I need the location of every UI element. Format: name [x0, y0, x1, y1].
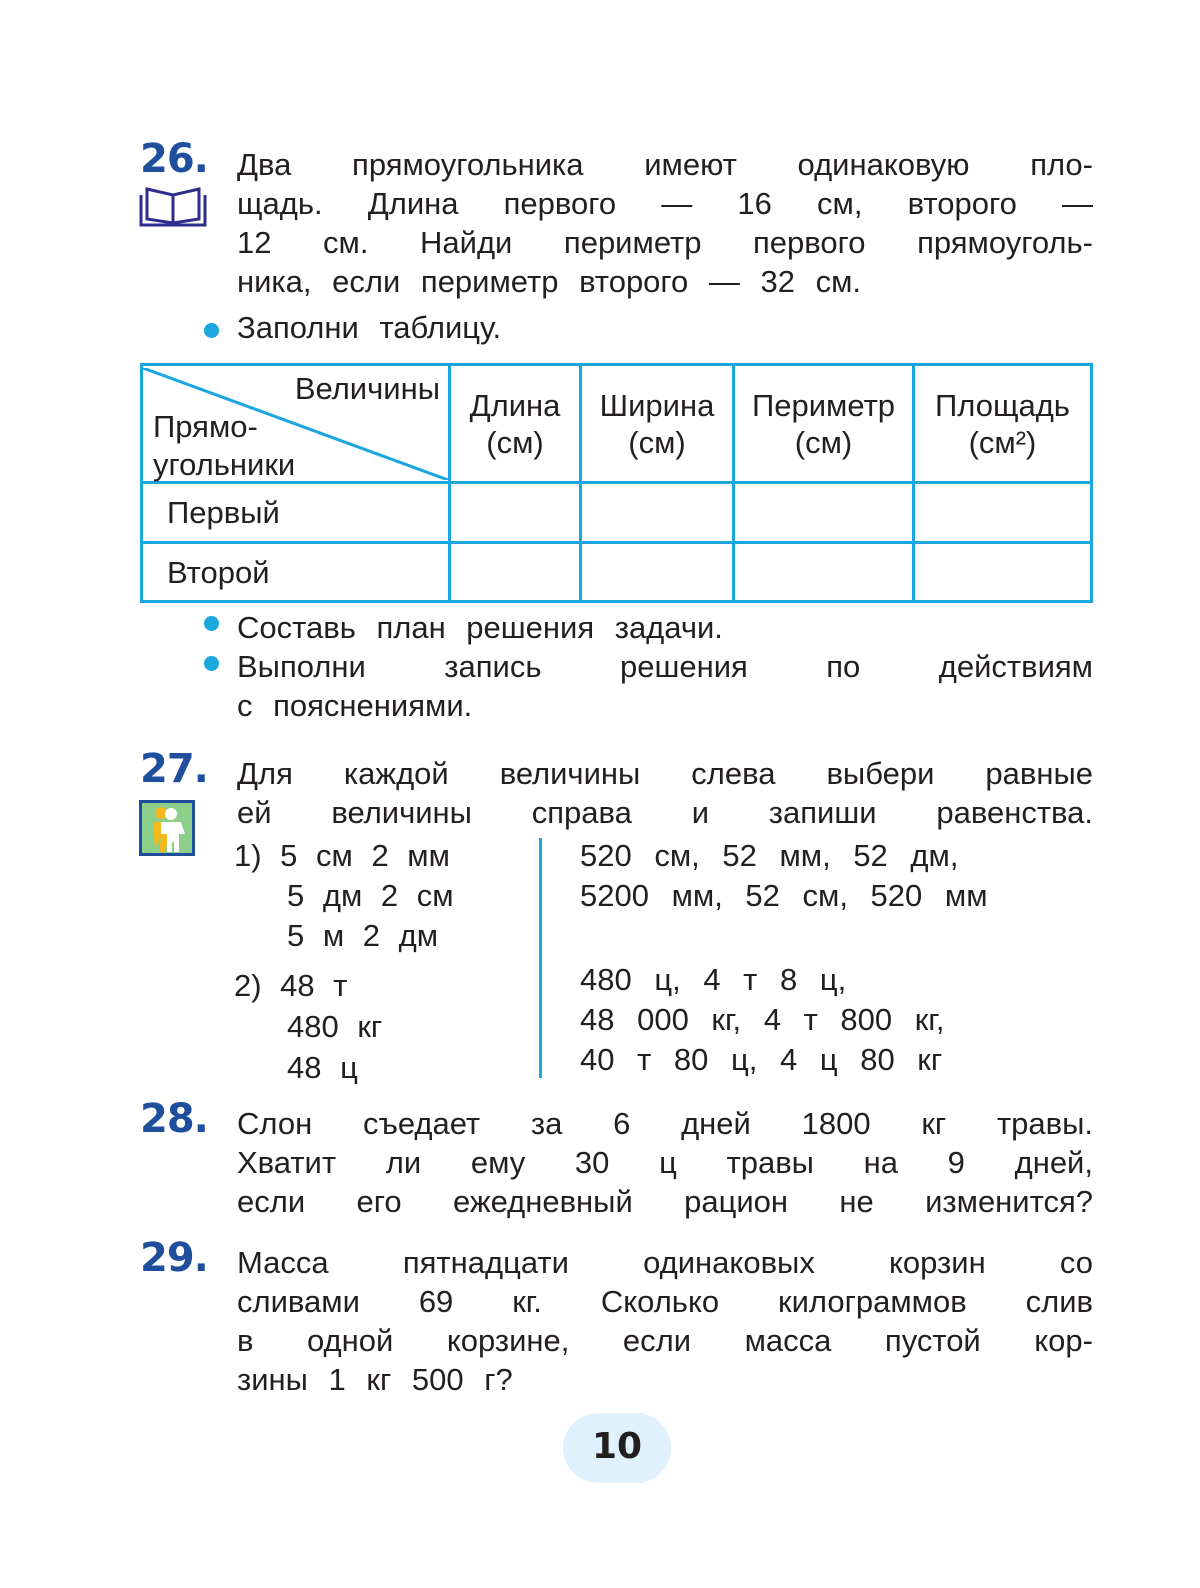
header-perimeter: Периметр (см) — [734, 365, 914, 483]
bullet-icon — [204, 323, 219, 338]
header-area: Площадь (см²) — [914, 365, 1092, 483]
corner-cell: Величины Прямо- угольники — [142, 365, 450, 483]
table-row: Первый — [142, 483, 1092, 543]
left-column-2: 2) 48 т 480 кг 48 ц — [234, 968, 383, 1085]
fill-in-table — [140, 363, 1093, 603]
page-number: 10 — [563, 1413, 671, 1483]
right-column-1: 520 см, 52 мм, 52 дм, 5200 мм, 52 см, 520 мм — [580, 838, 988, 913]
task-number: 26. — [140, 136, 208, 182]
task-number: 28. — [140, 1096, 208, 1142]
bullet-icon — [204, 656, 219, 671]
left-column-1: 1) 5 см 2 мм 5 дм 2 см 5 м 2 дм — [234, 838, 454, 953]
textbook-page: 26. Два прямоугольника имеют одинаковую пло- щадь. Длина первого — 16 см, второго — 12 см. Найди периметр первого прямоуголь- ника, если периметр второго — 32 см. Заполни таблицу. Величины Прямо- угольники Длина (см) Ширина (см) Периметр (см) Площадь (см²) Первый Второй Составь план решения задачи. Выполни запись решения по действиям с пояснениями. 27. Для каждой величины слева выбери равные ей величины справа и запиши равенства. 1) 5 см 2 мм 5 дм 2 см 5 м 2 дм 2) 48 т 480 кг 48 ц 520 см, 52 мм, 52 дм, 5200 мм, 52 см, 520 мм 480 ц, 4 т 8 ц, 48 000 кг, 4 т 800 кг, 40 т 80 ц, 4 ц 80 кг 28. Слон съедает за 6 дней 1800 кг травы. Хватит ли ему 30 ц травы на 9 дней, если его ежедневный рацион не изменится? 29. Масса пятнадцати одинаковых корзин со сливами 69 кг. Сколько килограммов слив в одной корзине, если масса пустой кор- зины 1 кг 500 г? 10 — [0, 0, 1200, 1588]
bullet-icon — [204, 616, 219, 631]
header-width: Ширина (см) — [581, 365, 734, 483]
task-number: 29. — [140, 1235, 208, 1281]
people-icon — [139, 800, 195, 856]
instruction: Заполни таблицу. — [237, 310, 502, 345]
task26-text: Два прямоугольника имеют одинаковую пло- щадь. Длина первого — 16 см, второго — 12 см. Найди периметр первого прямоуголь- ника, если периметр второго — 32 см. — [237, 147, 1093, 299]
header-length: Длина (см) — [450, 365, 581, 483]
table-row: Второй — [142, 543, 1092, 602]
book-icon — [139, 183, 207, 227]
divider — [539, 838, 542, 1078]
task-number: 27. — [140, 746, 208, 792]
right-column-2: 480 ц, 4 т 8 ц, 48 000 кг, 4 т 800 кг, 40 т 80 ц, 4 ц 80 кг — [580, 962, 945, 1077]
